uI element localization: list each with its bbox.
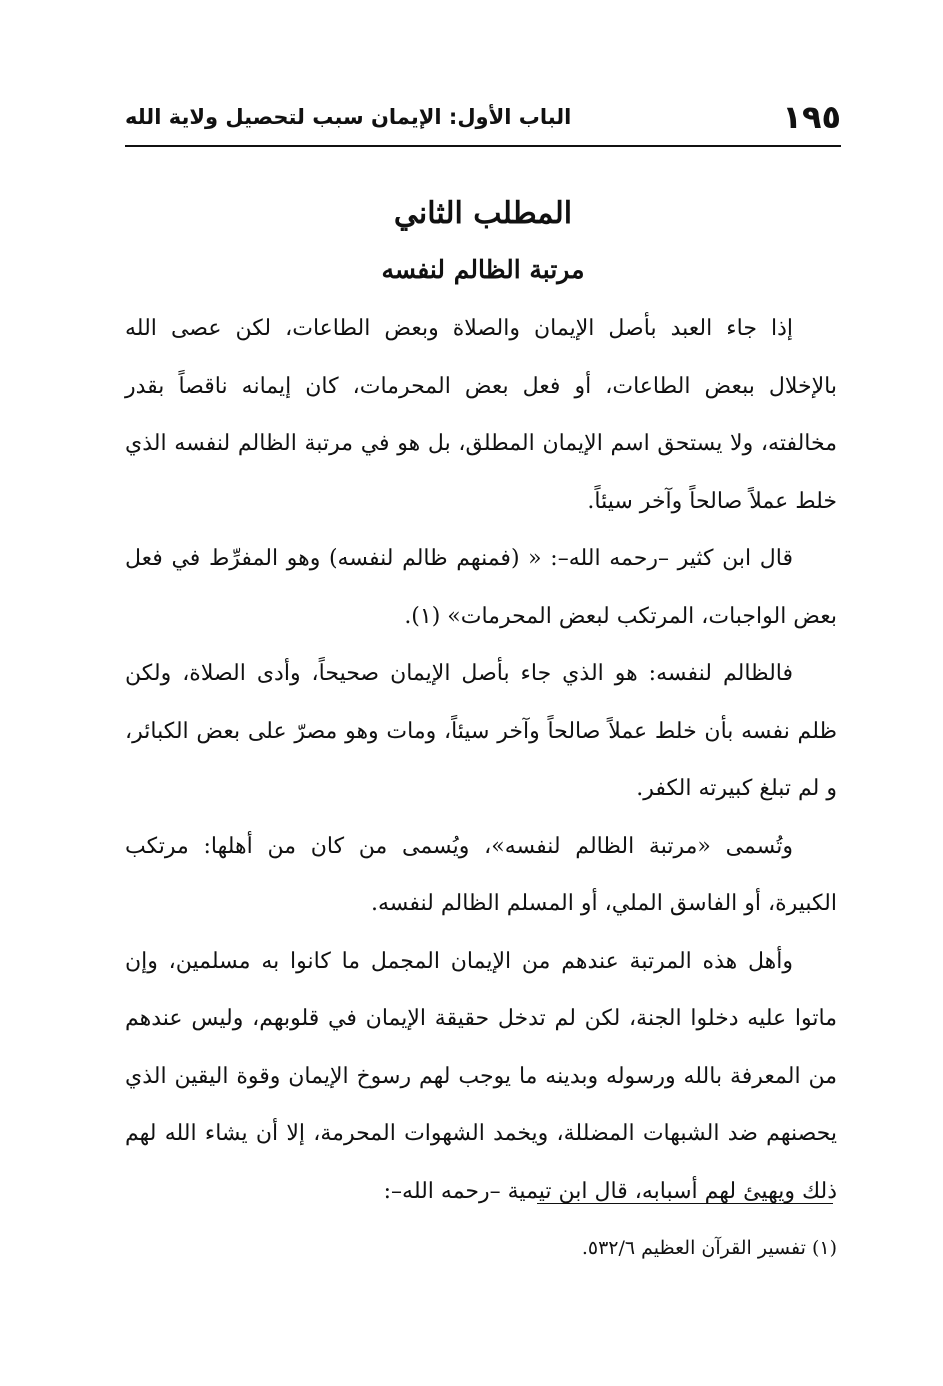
paragraph: قال ابن كثير –رحمه الله–: « (فمنهم ظالم لنفسه) وهو المفرِّط في فعل بعض الواجبات، المرتكب لبعض المحرمات» (١). (125, 546, 837, 629)
paragraph: وتُسمى «مرتبة الظالم لنفسه»، ويُسمى من كان من أهلها: مرتكب الكبيرة، أو الفاسق الملي، أو المسلم الظالم لنفسه. (125, 833, 837, 916)
chapter-title: الباب الأول: الإيمان سبب لتحصيل ولاية الله (125, 105, 572, 129)
paragraph: وأهل هذه المرتبة عندهم من الإيمان المجمل ما كانوا به مسلمين، وإن ماتوا عليه دخلوا الجنة، لكن لم تدخل حقيقة الإيمان في قلوبهم، وليس عندهم من المعرفة بالله ورسوله وبدينه ما يوجب لهم رسوخ الإيمان وقوة اليقين الذي يحصنهم ضد الشبهات المضللة، ويخمد الشهوات المحرمة، إلا أن يشاء الله لهم ذلك ويهيئ لهم أسبابه، قال ابن تيمية –رحمه الله–: (125, 948, 838, 1204)
body-text (125, 300, 837, 1220)
header-divider (125, 145, 841, 147)
footnote: (١) تفسير القرآن العظيم ٥٣٢/٦. (581, 1237, 837, 1259)
section-subtitle: مرتبة الظالم لنفسه (381, 255, 585, 284)
section-title: المطلب الثاني (393, 196, 573, 231)
footnote-divider (537, 1203, 833, 1204)
paragraph: فالظالم لنفسه: هو الذي جاء بأصل الإيمان صحيحاً، وأدى الصلاة، ولكن ظلم نفسه بأن خلط عملاً صالحاً وآخر سيئاً، ومات وهو مصرّ على بعض الكبائر، و لم تبلغ كبيرته الكفر. (125, 661, 837, 801)
paragraph: إذا جاء العبد بأصل الإيمان والصلاة وبعض الطاعات، لكن عصى الله بالإخلال ببعض الطاعات، أو فعل بعض المحرمات، كان إيمانه ناقصاً بقدر مخالفته، ولا يستحق اسم الإيمان المطلق، بل هو في مرتبة الظالم لنفسه الذي خلط عملاً صالحاً وآخر سيئاً. (125, 316, 837, 514)
page-number: ١٩٥ (782, 98, 841, 136)
running-header (125, 92, 841, 142)
